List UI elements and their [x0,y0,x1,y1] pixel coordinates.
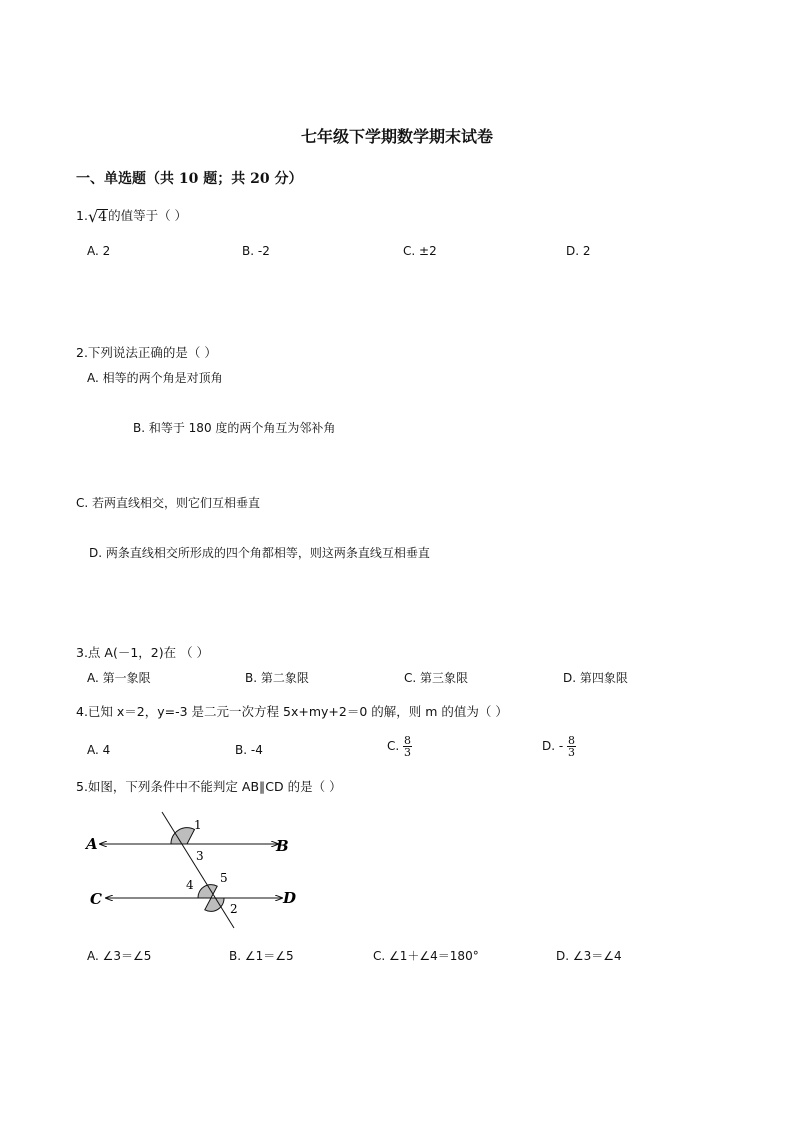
q5-option-d[interactable]: D. ∠3＝∠4 [556,949,622,963]
q1-option-a[interactable]: A. 2 [87,244,111,258]
q3-option-c[interactable]: C. 第三象限 [404,671,469,685]
question-2-stem: 2.下列说法正确的是（ ） [76,345,217,360]
angle-2-sector [205,898,224,911]
label-angle-2: 2 [230,902,238,916]
q4-option-b[interactable]: B. -4 [235,743,263,757]
q2-option-b[interactable]: B. 和等于 180 度的两个角互为邻补角 [133,421,336,435]
radicand: 4 [98,208,108,225]
label-angle-3: 3 [196,849,204,863]
angle-1-sector [171,828,195,844]
label-angle-1: 1 [194,818,202,832]
question-1-prefix: 1. [76,208,88,223]
q3-option-b[interactable]: B. 第二象限 [245,671,309,685]
fraction-denominator: 3 [568,746,576,759]
q4-option-d-label: D. - [542,739,564,753]
q4-option-c-label: C. [387,739,400,753]
q5-option-b[interactable]: B. ∠1＝∠5 [229,949,294,963]
question-3-stem: 3.点 A(－1，2)在 （ ） [76,645,210,660]
q3-option-d[interactable]: D. 第四象限 [563,671,628,685]
fraction-numerator: 8 [404,734,412,747]
label-a: A [86,835,98,853]
sqrt-expression [87,206,108,226]
q4-option-a[interactable]: A. 4 [87,743,111,757]
q2-option-d[interactable]: D. 两条直线相交所形成的四个角都相等，则这两条直线互相垂直 [89,546,430,560]
fraction-numerator: 8 [568,734,576,747]
section-heading: 一、单选题（共 10 题；共 20 分） [76,171,303,187]
label-angle-4: 4 [186,878,194,892]
q4-option-d[interactable] [542,735,576,758]
question-4-stem: 4.已知 x＝2，y=-3 是二元一次方程 5x+my+2＝0 的解，则 m 的值为（ ） [76,704,508,719]
q1-option-c[interactable]: C. ±2 [403,244,437,258]
q2-option-c[interactable]: C. 若两直线相交，则它们互相垂直 [76,496,261,510]
q1-option-b[interactable]: B. -2 [242,244,270,258]
q5-option-c[interactable]: C. ∠1＋∠4＝180° [373,949,479,963]
q2-option-a[interactable]: A. 相等的两个角是对顶角 [87,371,223,385]
label-c: C [90,890,102,908]
fraction-denominator: 3 [404,746,412,759]
page-title: 七年级下学期数学期末试卷 [300,127,493,146]
radical-sign: √ [87,206,99,226]
question-5-stem: 5.如图，下列条件中不能判定 AB∥CD 的是（ ） [76,779,342,794]
question-1-stem [76,206,187,225]
q1-option-d[interactable]: D. 2 [566,244,591,258]
fraction [567,735,576,758]
label-angle-5: 5 [220,871,228,885]
parallel-lines-figure [82,806,322,936]
fraction [403,735,412,758]
q3-option-a[interactable]: A. 第一象限 [87,671,151,685]
question-1-suffix: 的值等于（ ） [108,208,188,223]
q5-option-a[interactable]: A. ∠3＝∠5 [87,949,152,963]
q4-option-c[interactable] [387,735,412,758]
label-b: B [276,837,289,855]
label-d: D [283,889,297,907]
